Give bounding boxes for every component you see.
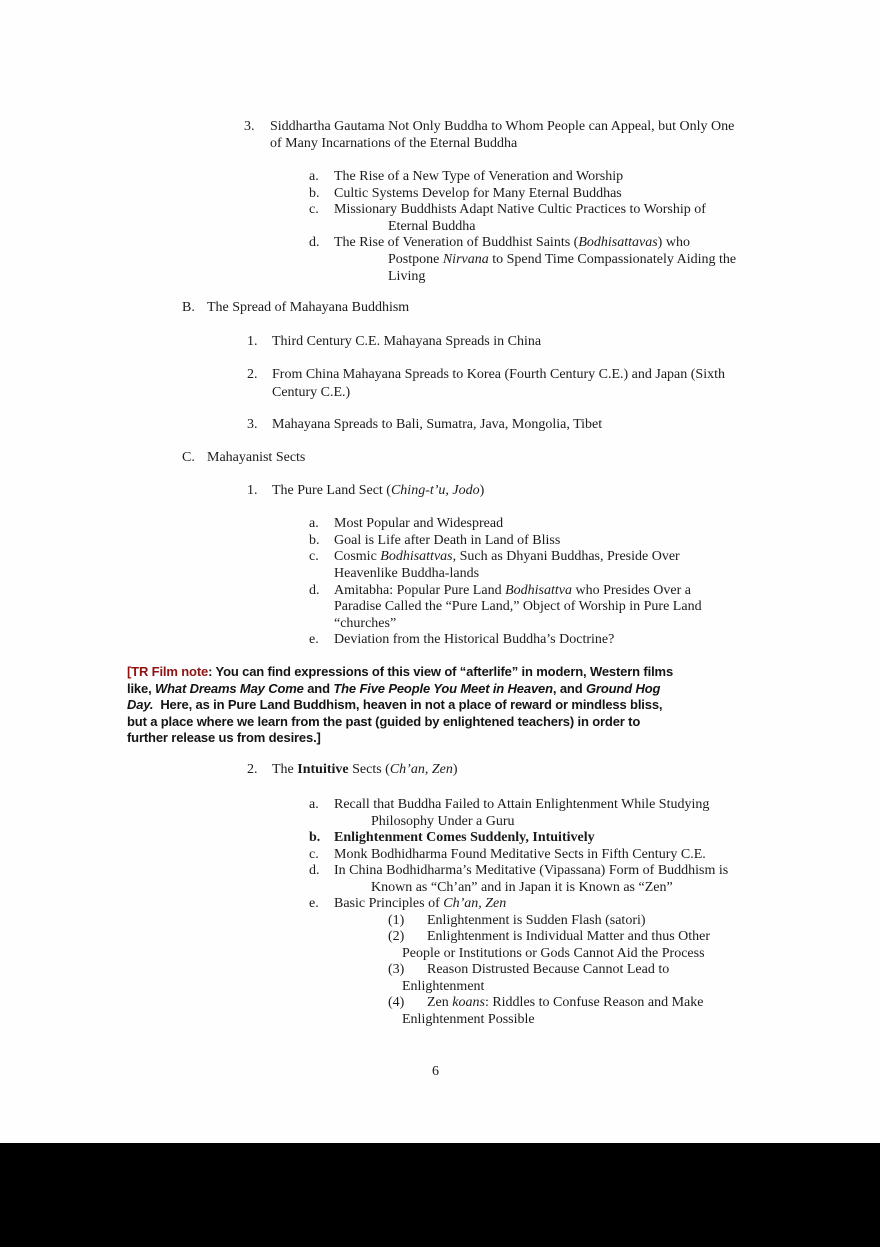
list-marker: 2. [247,762,258,777]
outline-line [0,797,880,814]
list-marker: (3) [388,962,405,977]
outline-line [0,995,880,1012]
line-text [334,863,728,879]
line-text [272,417,602,433]
outline-line [0,186,880,203]
text-segment: Basic Principles of [334,896,444,911]
outline-line [0,929,880,946]
text-segment: The Pure Land Sect ( [272,483,391,498]
text-segment: Heavenlike Buddha-lands [334,566,480,581]
line-text [388,252,736,268]
outline-line [0,946,880,963]
line-text [334,847,706,863]
line-text [334,533,560,549]
line-text [402,946,705,962]
list-marker: (4) [388,995,405,1010]
line-text [388,269,425,285]
line-text [371,880,673,896]
line-text [272,367,725,383]
text-segment: The [272,762,298,777]
list-marker: a. [309,169,319,184]
line-text [334,830,595,846]
text-segment: Enlightenment Comes Suddenly, Intuitively [334,830,595,845]
line-text [127,697,662,713]
line-text [334,616,396,632]
outline-line [0,847,880,864]
outline-line [0,169,880,186]
text-segment: Sects ( [348,762,390,777]
list-marker: c. [309,549,319,564]
text-segment: Monk Bodhidharma Found Meditative Sects in Fifth Century C.E. [334,847,706,862]
film-note-label: [TR Film note [127,664,209,679]
text-segment: Bodhisattvas [380,549,453,564]
outline-line [0,830,880,847]
film-note-line [0,681,880,698]
text-segment: Cosmic [334,549,381,564]
text-segment: like, [127,681,156,696]
outline-line [0,119,880,136]
list-marker: c. [309,202,319,217]
text-segment: Ch’an, Zen [443,896,507,911]
text-segment: Zen [427,995,453,1010]
text-segment: ) [452,762,458,777]
film-note-line [0,714,880,731]
letterbox-bottom [0,1143,880,1247]
list-marker: 2. [247,367,258,382]
text-segment: Here, as in Pure Land Buddhism, heaven in not a place of reward or mindless bliss, [153,697,663,712]
text-segment: Paradise Called the “Pure Land,” Object of Worship in Pure Land [334,599,702,614]
text-segment: From China Mahayana Spreads to Korea (Fourth Century C.E.) and Japan (Sixth [272,367,725,382]
outline-line [0,583,880,600]
outline-line [0,632,880,649]
list-marker: b. [309,186,320,201]
text-segment: Eternal Buddha [388,219,476,234]
text-segment: The Spread of Mahayana Buddhism [207,300,410,315]
text-segment: to Spend Time Compassionately Aiding the [488,252,737,267]
outline-line [0,814,880,831]
text-segment: Day. [127,697,154,712]
line-text [402,979,484,995]
text-segment: Bodhisattavas [578,235,658,250]
line-text [127,714,640,730]
text-segment: of Many Incarnations of the Eternal Buddha [270,136,518,151]
outline-line [0,300,880,317]
list-marker: d. [309,235,320,250]
text-segment: Century C.E.) [272,385,351,400]
text-segment: ) who [657,235,690,250]
line-text [207,450,305,466]
line-text [127,664,673,680]
text-segment: Enlightenment Possible [402,1012,535,1027]
line-text [127,730,321,746]
outline-line [0,962,880,979]
text-segment: : You can find expressions of this view of “afterlife” in modern, Western films [208,664,674,679]
list-marker: 1. [247,334,258,349]
line-text [272,334,541,350]
text-segment: Living [388,269,426,284]
line-text [334,566,479,582]
outline-line [0,202,880,219]
text-segment: Bodhisattva [505,583,572,598]
outline-line [0,616,880,633]
list-marker: (2) [388,929,405,944]
list-marker: (1) [388,913,405,928]
list-marker: d. [309,583,320,598]
list-marker: C. [182,450,195,465]
line-text [427,962,669,978]
text-segment: Enlightenment is Sudden Flash (satori) [427,913,646,928]
list-marker: d. [309,863,320,878]
outline-line [0,367,880,384]
line-text [388,219,475,235]
text-segment: , Such as Dhyani Buddhas, Preside Over [452,549,680,564]
page-number: 6 [432,1064,439,1079]
text-segment: The Rise of Veneration of Buddhist Saints ( [334,235,579,250]
list-marker: 3. [247,417,258,432]
text-segment: Mahayanist Sects [207,450,306,465]
text-segment: Most Popular and Widespread [334,516,504,531]
line-text [427,929,710,945]
text-segment: Reason Distrusted Because Cannot Lead to [427,962,670,977]
text-segment: ) [479,483,485,498]
line-text [272,483,484,499]
outline-line [0,549,880,566]
outline-line [0,385,880,402]
text-segment: Mahayana Spreads to Bali, Sumatra, Java, Mongolia, Tibet [272,417,603,432]
text-segment: Known as “Ch’an” and in Japan it is Known as “Zen” [371,880,673,895]
outline-line [0,136,880,153]
outline-line [0,566,880,583]
outline-line [0,252,880,269]
line-text [334,186,622,202]
film-note-line [0,664,880,681]
text-segment: Intuitive [297,762,349,777]
text-segment: Nirvana [442,252,489,267]
list-marker: 1. [247,483,258,498]
outline-line [0,334,880,351]
list-marker: a. [309,797,319,812]
line-text [334,632,614,648]
line-text [272,385,350,401]
text-segment: Third Century C.E. Mahayana Spreads in China [272,334,542,349]
line-text [334,599,702,615]
film-note-line [0,697,880,714]
outline-line [0,483,880,500]
text-segment: “churches” [334,616,397,631]
text-segment: Recall that Buddha Failed to Attain Enlightenment While Studying [334,797,710,812]
outline-line [0,516,880,533]
text-segment: What Dreams May Come [155,681,304,696]
outline-line [0,417,880,434]
text-segment: Enlightenment [402,979,485,994]
text-segment: Ching-t’u, Jodo [390,483,480,498]
outline-line [0,450,880,467]
line-text [207,300,409,316]
text-segment: Deviation from the Historical Buddha’s Doctrine? [334,632,615,647]
line-text [270,119,734,135]
outline-line [0,269,880,286]
line-text [402,1012,535,1028]
line-text [334,235,690,251]
list-marker: e. [309,896,319,911]
text-segment: The Rise of a New Type of Veneration and Worship [334,169,624,184]
text-segment: Goal is Life after Death in Land of Bliss [334,533,561,548]
film-note-line [0,730,880,747]
text-segment: Siddhartha Gautama Not Only Buddha to Whom People can Appeal, but Only One [270,119,735,134]
list-marker: B. [182,300,195,315]
text-segment: The Five People You Meet in Heaven [333,681,553,696]
text-segment: and [303,681,334,696]
text-segment: , and [552,681,586,696]
outline-line [0,762,880,779]
text-segment: but a place where we learn from the past (guided by enlightened teachers) in order to [127,714,641,729]
line-text [427,995,703,1011]
list-marker: c. [309,847,319,862]
outline-line [0,913,880,930]
list-marker: 3. [244,119,255,134]
line-text [334,516,503,532]
list-marker: e. [309,632,319,647]
line-text [334,896,506,912]
text-segment: koans [452,995,485,1010]
text-segment: Enlightenment is Individual Matter and thus Other [427,929,711,944]
line-text [272,762,458,778]
outline-line [0,1012,880,1029]
list-marker: a. [309,516,319,531]
line-text [127,681,660,697]
line-text [334,202,706,218]
outline-line [0,863,880,880]
line-text [334,797,709,813]
line-text [270,136,517,152]
text-segment: Postpone [388,252,443,267]
text-segment: People or Institutions or Gods Cannot Aid the Process [402,946,705,961]
outline-line [0,533,880,550]
outline-line [0,896,880,913]
outline-line [0,235,880,252]
text-segment: Cultic Systems Develop for Many Eternal Buddhas [334,186,622,201]
line-text [334,583,691,599]
text-segment: who Presides Over a [571,583,691,598]
outline-line [0,979,880,996]
line-text [427,913,646,929]
text-segment: Ground Hog [585,681,661,696]
text-segment: Ch’an, Zen [389,762,453,777]
list-marker: b. [309,533,320,548]
text-segment: Amitabha: Popular Pure Land [334,583,506,598]
text-segment: In China Bodhidharma’s Meditative (Vipassana) Form of Buddhism is [334,863,729,878]
outline-line [0,599,880,616]
text-segment: further release us from desires.] [127,730,321,745]
outline-line [0,219,880,236]
text-segment: Philosophy Under a Guru [371,814,515,829]
outline-line [0,880,880,897]
line-text [371,814,515,830]
line-text [334,169,623,185]
text-segment: : Riddles to Confuse Reason and Make [484,995,704,1010]
text-segment: Missionary Buddhists Adapt Native Cultic Practices to Worship of [334,202,706,217]
line-text [334,549,680,565]
list-marker: b. [309,830,321,845]
